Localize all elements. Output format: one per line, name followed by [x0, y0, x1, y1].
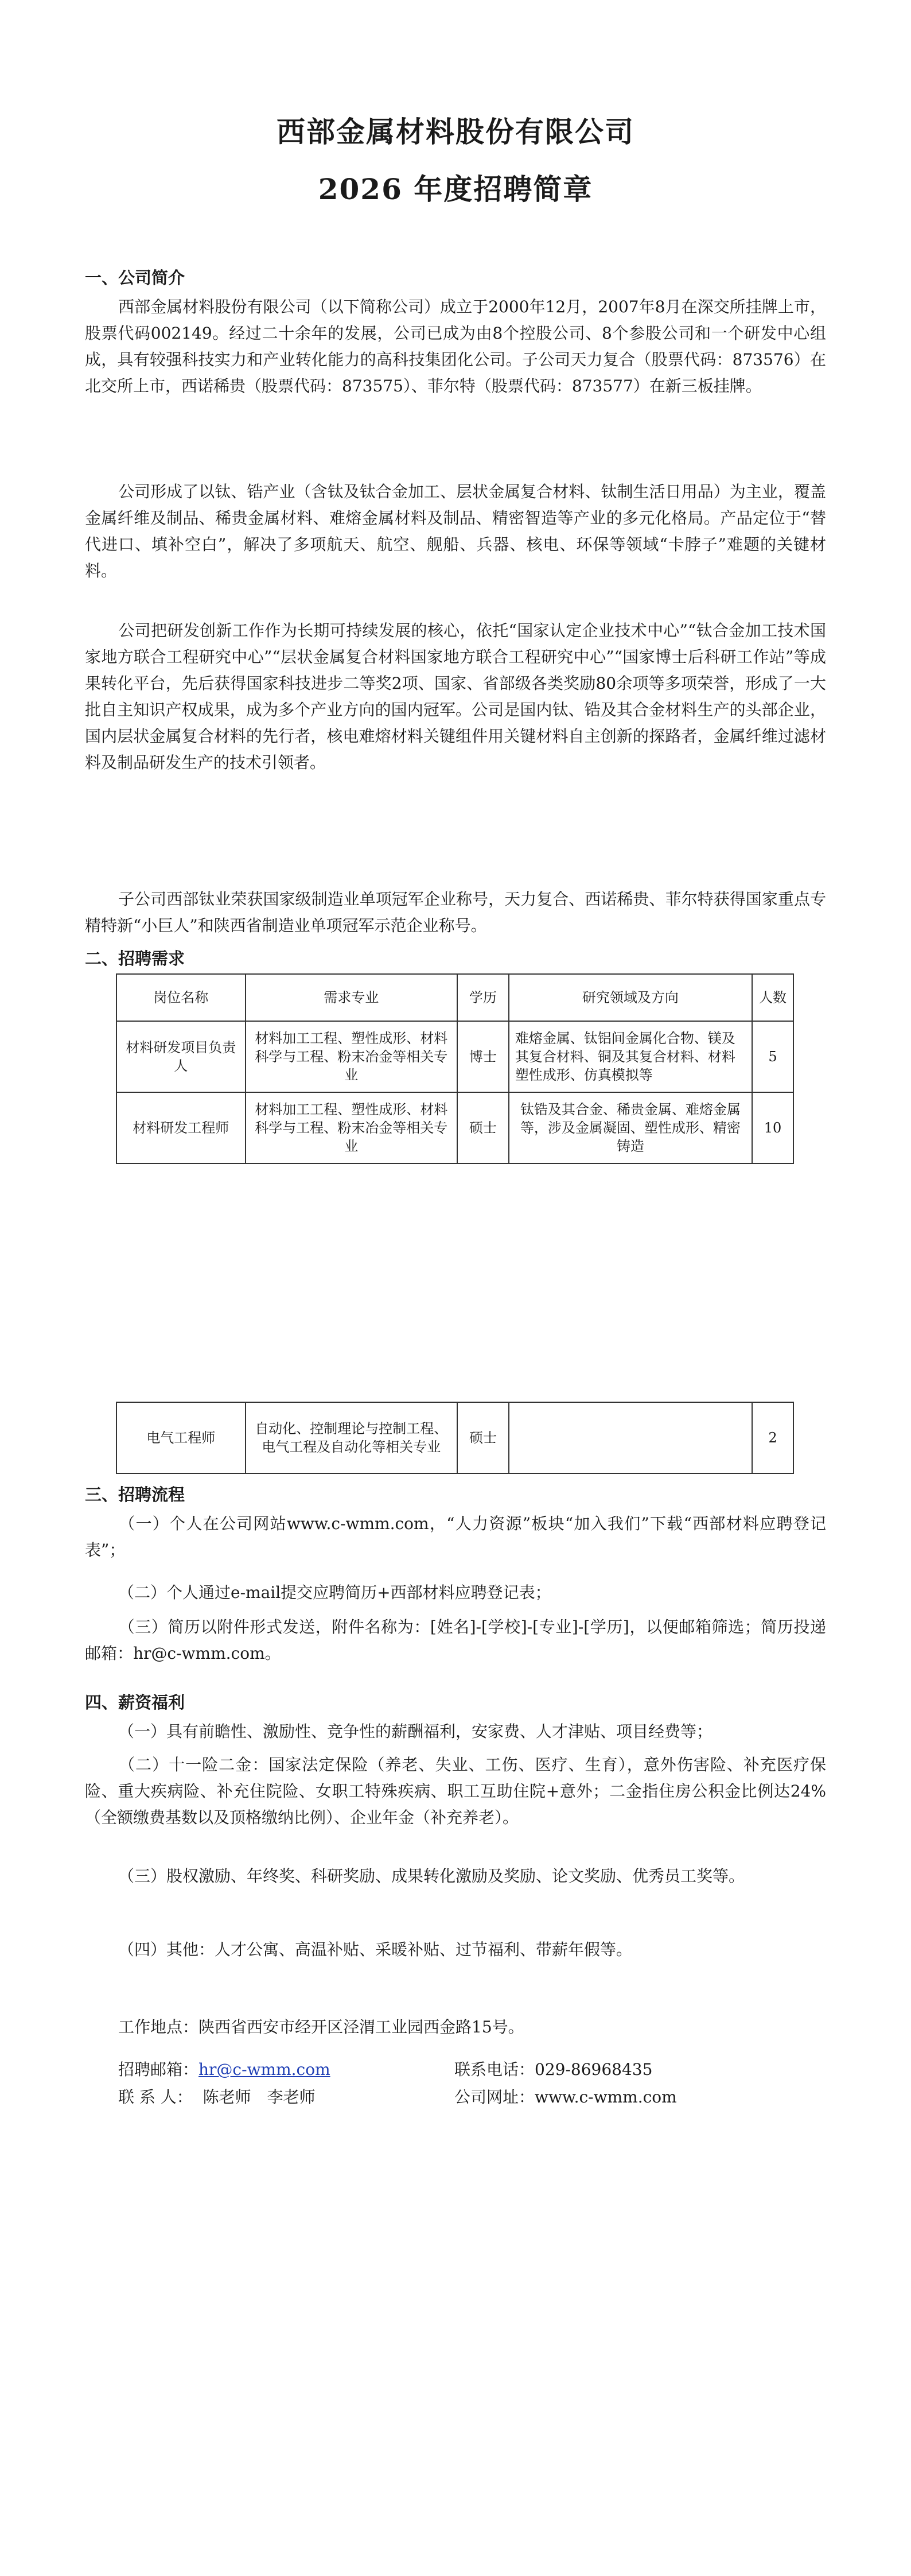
- cell-count: 10: [752, 1092, 793, 1163]
- benefit-item-2: （二）十一险二金：国家法定保险（养老、失业、工伤、医疗、生育），意外伤害险、补充医疗保险、重大疾病险、补充住院险、女职工特殊疾病、职工互助住院+意外；二金指住房公积金比例达24%（全额缴费基数以及顶格缴纳比例）、企业年金（补充养老）。: [85, 1755, 826, 1827]
- section-heading-intro: 一、公司简介: [85, 268, 185, 288]
- cell-position: 材料研发项目负责人: [116, 1021, 246, 1092]
- cell-major: 材料加工工程、塑性成形、材料科学与工程、粉末冶金等相关专业: [246, 1021, 457, 1092]
- section-heading-requirements: 二、招聘需求: [85, 949, 185, 968]
- cell-position: 材料研发工程师: [116, 1092, 246, 1163]
- cell-research: [509, 1402, 752, 1473]
- col-header-degree: 学历: [457, 974, 509, 1021]
- cell-research: 难熔金属、钛铝间金属化合物、镁及其复合材料、铜及其复合材料、材料塑性成形、仿真模拟等: [509, 1021, 752, 1092]
- company-website: 公司网址：www.c-wmm.com: [454, 2088, 677, 2106]
- table-header-row: [116, 974, 793, 1021]
- contact-persons: 联 系 人： 陈老师 李老师: [118, 2088, 316, 2106]
- cell-degree: 硕士: [457, 1092, 509, 1163]
- recruitment-email: 招聘邮箱：hr@c-wmm.com: [118, 2060, 330, 2079]
- work-address: 工作地点：陕西省西安市经开区泾渭工业园西金路15号。: [118, 2018, 524, 2036]
- intro-paragraph-4: 子公司西部钛业荣获国家级制造业单项冠军企业称号，天力复合、西诺稀贵、菲尔特获得国家重点专精特新“小巨人”和陕西省制造业单项冠军示范企业称号。: [85, 890, 826, 935]
- section-heading-benefits: 四、薪资福利: [85, 1693, 185, 1712]
- cell-position: 电气工程师: [116, 1402, 246, 1473]
- intro-paragraph-1: 西部金属材料股份有限公司（以下简称公司）成立于2000年12月，2007年8月在深交所挂牌上市，股票代码002149。经过二十余年的发展，公司已成为由8个控股公司、8个参股公司和一个研发中心组成，具有较强科技实力和产业转化能力的高科技集团化公司。子公司天力复合（股票代码：873576）在北交所上市，西诺稀贵（股票代码：873575）、菲尔特（股票代码：873577）在新三板挂牌。: [85, 297, 826, 395]
- process-item-2: （二）个人通过e-mail提交应聘简历+西部材料应聘登记表；: [118, 1583, 551, 1602]
- doc-title-subtitle: 2026 年度招聘简章: [318, 172, 593, 206]
- cell-major: 自动化、控制理论与控制工程、电气工程及自动化等相关专业: [246, 1402, 457, 1473]
- cell-research: 钛锆及其合金、稀贵金属、难熔金属等，涉及金属凝固、塑性成形、精密铸造: [509, 1092, 752, 1163]
- contact-phone: 联系电话：029-86968435: [454, 2060, 653, 2079]
- section-heading-process: 三、招聘流程: [85, 1485, 185, 1504]
- cell-count: 2: [752, 1402, 793, 1473]
- process-item-1: （一）个人在公司网站www.c-wmm.com，“人力资源”板块“加入我们”下载“西部材料应聘登记表”；: [85, 1514, 826, 1559]
- col-header-research: 研究领域及方向: [509, 974, 752, 1021]
- cell-major: 材料加工工程、塑性成形、材料科学与工程、粉末冶金等相关专业: [246, 1092, 457, 1163]
- table-row: [116, 1402, 793, 1473]
- cell-degree: 硕士: [457, 1402, 509, 1473]
- table-row: [116, 1092, 793, 1163]
- cell-count: 5: [752, 1021, 793, 1092]
- benefit-item-4: （四）其他：人才公寓、高温补贴、采暖补贴、过节福利、带薪年假等。: [118, 1940, 633, 1959]
- col-header-major: 需求专业: [246, 974, 457, 1021]
- cell-degree: 博士: [457, 1021, 509, 1092]
- col-header-count: 人数: [752, 974, 793, 1021]
- recruitment-table: [116, 973, 794, 1164]
- doc-title-company: 西部金属材料股份有限公司: [277, 115, 634, 149]
- email-link[interactable]: hr@c-wmm.com: [198, 2060, 330, 2079]
- col-header-position: 岗位名称: [116, 974, 246, 1021]
- recruitment-table-continued: [116, 1402, 794, 1474]
- table-row: [116, 1021, 793, 1092]
- intro-paragraph-3: 公司把研发创新工作作为长期可持续发展的核心，依托“国家认定企业技术中心”“钛合金加工技术国家地方联合工程研究中心”“层状金属复合材料国家地方联合工程研究中心”“国家博士后科研工作站”等成果转化平台，先后获得国家科技进步二等奖2项、国家、省部级各类奖励80余项等多项荣誉，形成了一大批自主知识产权成果，成为多个产业方向的国内冠军。公司是国内钛、锆及其合金材料生产的头部企业，国内层状金属复合材料的先行者，核电难熔材料关键组件用关键材料自主创新的探路者，金属纤维过滤材料及制品研发生产的技术引领者。: [85, 621, 826, 772]
- benefit-item-3: （三）股权激励、年终奖、科研奖励、成果转化激励及奖励、论文奖励、优秀员工奖等。: [118, 1867, 745, 1886]
- process-item-3: （三）简历以附件形式发送，附件名称为：[姓名]-[学校]-[专业]-[学历]，以便邮箱筛选；简历投递邮箱：hr@c-wmm.com。: [85, 1617, 826, 1663]
- intro-paragraph-2: 公司形成了以钛、锆产业（含钛及钛合金加工、层状金属复合材料、钛制生活日用品）为主业，覆盖金属纤维及制品、稀贵金属材料、难熔金属材料及制品、精密智造等产业的多元化格局。产品定位于“替代进口、填补空白”，解决了多项航天、航空、舰船、兵器、核电、环保等领域“卡脖子”难题的关键材料。: [85, 482, 826, 580]
- benefit-item-1: （一）具有前瞻性、激励性、竞争性的薪酬福利，安家费、人才津贴、项目经费等；: [118, 1722, 713, 1741]
